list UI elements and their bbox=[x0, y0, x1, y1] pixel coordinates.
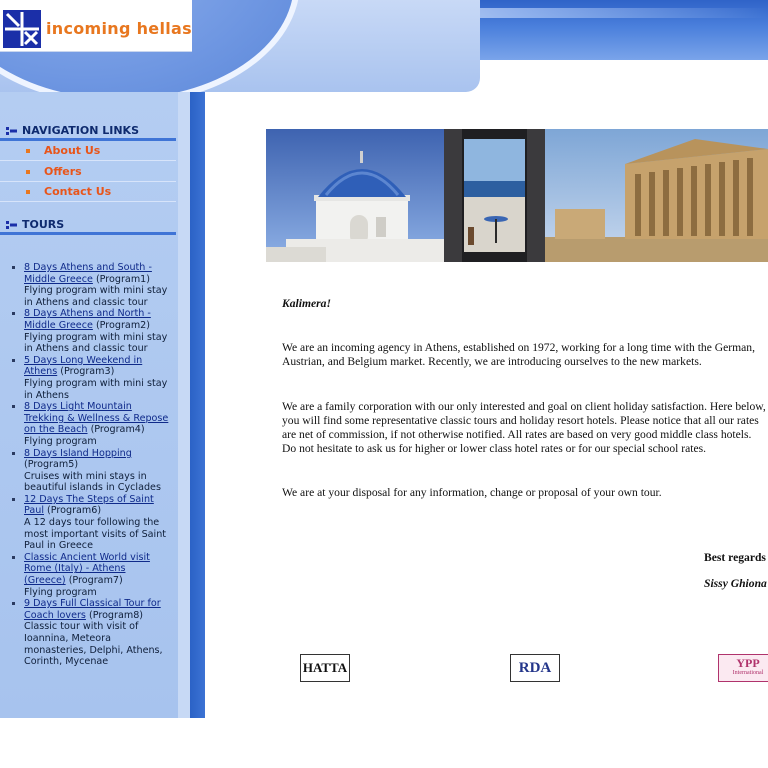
rda-logo[interactable] bbox=[510, 654, 560, 682]
tour-link[interactable]: 8 Days Athens and South - Middle Greece bbox=[24, 262, 152, 285]
bullet-icon bbox=[12, 359, 15, 362]
tour-program: (Program1) bbox=[92, 273, 151, 285]
list-item bbox=[10, 401, 170, 447]
bullet-icon bbox=[12, 452, 15, 455]
tour-link[interactable]: 5 Days Long Weekend in Athens bbox=[24, 354, 143, 378]
sidebar bbox=[0, 92, 178, 718]
bullet-icon bbox=[12, 266, 15, 269]
nav-section-title bbox=[6, 124, 139, 137]
ypp-logo-text: YPP bbox=[736, 656, 760, 670]
tour-program: (Program8) bbox=[85, 609, 144, 621]
tour-program: (Program2) bbox=[92, 319, 151, 331]
nav-item-about-us[interactable] bbox=[0, 141, 176, 161]
bullet-icon bbox=[26, 190, 30, 194]
tour-link[interactable]: 12 Days The Steps of Saint Paul bbox=[24, 493, 154, 517]
window-sea-image bbox=[444, 129, 545, 262]
tour-description: Flying program with mini stay in Athens bbox=[24, 377, 168, 401]
tour-description: Flying program with mini stay in Athens and classic tour bbox=[24, 331, 168, 355]
logo-mark-icon bbox=[3, 10, 41, 48]
logo[interactable] bbox=[0, 0, 192, 52]
bullet-icon bbox=[12, 498, 15, 501]
list-item bbox=[10, 448, 170, 494]
bullet-icon bbox=[12, 405, 15, 408]
bullet-icon bbox=[12, 556, 15, 559]
section-arrow-icon bbox=[6, 126, 18, 136]
tour-description: Classic tour with visit of Ioannina, Meteora monasteries, Delphi, Athens, Corinth, Mycenae bbox=[24, 621, 163, 668]
rda-logo-text: RDA bbox=[518, 659, 552, 676]
tour-program: (Program3) bbox=[57, 366, 115, 378]
tour-description: Cruises with mini stays in beautiful islands in Cyclades bbox=[24, 470, 161, 494]
greeting: Kalimera! bbox=[282, 297, 331, 310]
nav-item-label[interactable]: Contact Us bbox=[44, 185, 112, 198]
tour-program: (Program6) bbox=[43, 505, 102, 517]
ypp-logo[interactable] bbox=[718, 654, 768, 682]
closing-text: Best regards bbox=[704, 551, 766, 564]
section-arrow-icon bbox=[6, 220, 18, 230]
intro-paragraph: We are a family corporation with our only interested and goal on client holiday satisfaction. Here below, you will find some representative classic tours and holiday resort hotels. Please notice that all our rates are net of commission, if not otherwise notified. All rates are based on very good middle class hotels. Do not hesitate to ask us for higher or lower class hotel rates or for our special school rates. bbox=[282, 399, 766, 456]
tour-program: (Program4) bbox=[87, 424, 145, 436]
bullet-icon bbox=[26, 149, 30, 153]
tour-description: Flying program bbox=[24, 586, 97, 598]
tour-description: Flying program bbox=[24, 435, 97, 447]
tours-section-title bbox=[6, 218, 64, 231]
bullet-icon bbox=[12, 602, 15, 605]
nav-item-contact-us[interactable] bbox=[0, 182, 176, 202]
list-item bbox=[10, 552, 170, 598]
divider bbox=[0, 232, 176, 235]
intro-paragraph: We are an incoming agency in Athens, established on 1972, working for a long time with the German, Austrian, and Belgium market. Recently, we are introducing ourselves to the new markets. bbox=[282, 341, 756, 369]
parthenon-image bbox=[545, 129, 768, 262]
bullet-icon bbox=[12, 312, 15, 315]
hatta-logo-text: HATTA bbox=[302, 660, 348, 675]
tour-description: A 12 days tour following the most important visits of Saint Paul in Greece bbox=[24, 517, 167, 552]
banner-image bbox=[266, 129, 768, 262]
nav-item-offers[interactable] bbox=[0, 162, 176, 182]
list-item bbox=[10, 355, 170, 401]
tour-link[interactable]: 9 Days Full Classical Tour for Coach lovers bbox=[24, 598, 161, 621]
nav-item-label[interactable]: Offers bbox=[44, 165, 82, 178]
tour-program: (Program7) bbox=[65, 575, 123, 587]
signature: Sissy Ghiona bbox=[704, 577, 767, 590]
nav-title-label: NAVIGATION LINKS bbox=[22, 124, 140, 137]
tour-program: (Program5) bbox=[24, 459, 79, 471]
sidebar-edge bbox=[178, 92, 190, 718]
ypp-logo-subtext: International bbox=[732, 670, 764, 676]
tour-link[interactable]: Classic Ancient World visit Rome (Italy) - Athens (Greece) bbox=[24, 551, 150, 587]
chapel-dome-image bbox=[266, 129, 444, 262]
bullet-icon bbox=[26, 170, 30, 174]
list-item bbox=[10, 262, 170, 308]
logo-text: incoming hellas bbox=[46, 19, 192, 38]
nav-item-label[interactable]: About Us bbox=[44, 144, 101, 157]
tour-description: Flying program with mini stay in Athens and classic tour bbox=[24, 285, 168, 308]
list-item bbox=[10, 308, 170, 354]
tour-link[interactable]: 8 Days Light Mountain Trekking & Wellness & Repose on the Beach bbox=[24, 401, 169, 436]
hatta-logo[interactable] bbox=[300, 654, 350, 682]
tours-title-label: TOURS bbox=[22, 218, 65, 231]
tour-link[interactable]: 8 Days Athens and North - Middle Greece bbox=[24, 308, 151, 331]
tours-list bbox=[10, 262, 170, 668]
list-item bbox=[10, 494, 170, 552]
welcome-text bbox=[282, 297, 768, 501]
list-item bbox=[10, 598, 170, 668]
content-divider-bar bbox=[190, 92, 205, 718]
intro-paragraph: We are at your disposal for any information, change or proposal of your own tour. bbox=[282, 486, 662, 500]
tour-link[interactable]: 8 Days Island Hopping bbox=[24, 447, 132, 459]
